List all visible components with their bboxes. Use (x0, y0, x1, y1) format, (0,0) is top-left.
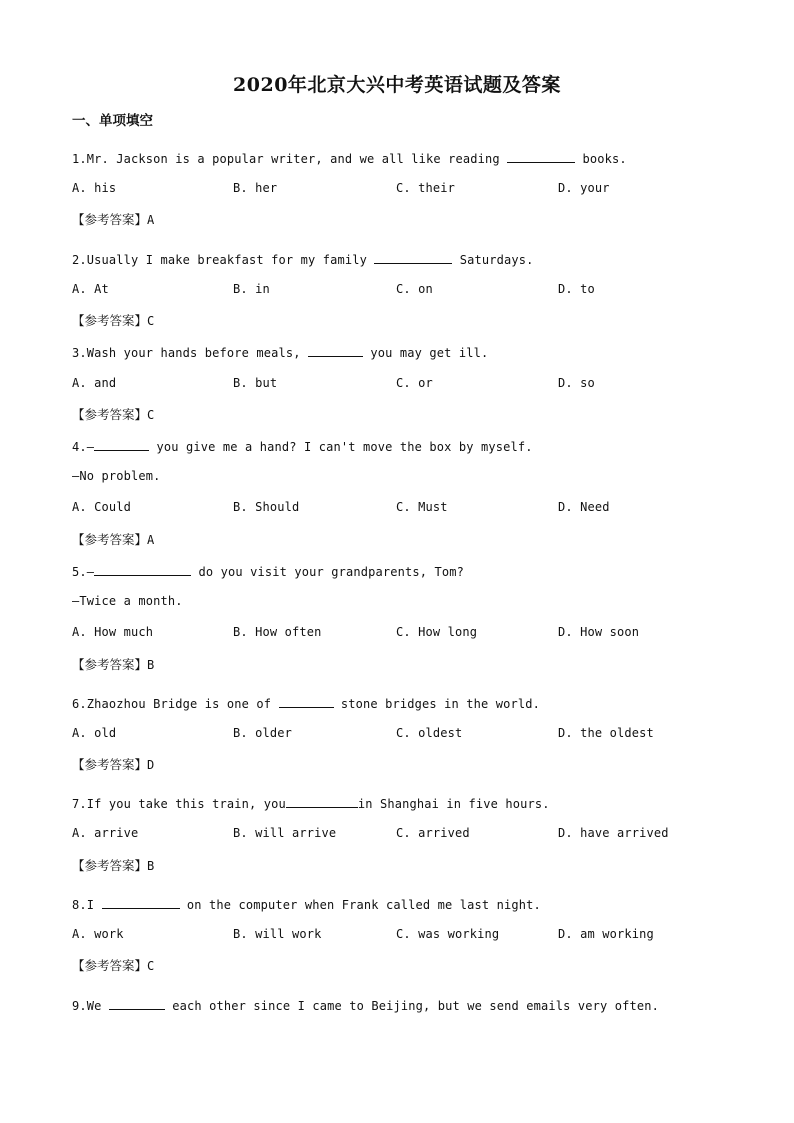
question-text-part: Saturdays. (452, 253, 534, 267)
answer-option: A. Could (72, 500, 131, 514)
answer-value: D (147, 758, 155, 772)
question-text-part: 4.— (72, 440, 95, 454)
question-text (72, 594, 183, 608)
answer-blank (109, 997, 165, 1010)
answer-tag: 【参考答案】 (72, 532, 148, 547)
reference-answer (72, 405, 154, 423)
answer-blank (279, 695, 334, 708)
answer-value: C (147, 959, 155, 973)
answer-value: A (147, 533, 155, 547)
answer-value: C (147, 408, 155, 422)
answer-tag: 【参考答案】 (72, 757, 148, 772)
answer-option: C. oldest (396, 726, 463, 740)
reference-answer (72, 956, 154, 974)
answer-option: C. on (396, 282, 433, 296)
answer-option: A. work (72, 927, 124, 941)
reference-answer (72, 655, 154, 673)
answer-option: C. their (396, 181, 455, 195)
answer-option: D. the oldest (558, 726, 654, 740)
answer-blank (102, 896, 180, 909)
answer-option: D. your (558, 181, 610, 195)
reference-answer (72, 210, 154, 228)
answer-blank (94, 438, 149, 451)
question-text-part: 6.Zhaozhou Bridge is one of (72, 697, 279, 711)
answer-option: B. older (233, 726, 292, 740)
question-text (72, 438, 533, 454)
reference-answer (72, 856, 154, 874)
answer-option: C. How long (396, 625, 478, 639)
question-text-part: stone bridges in the world. (333, 697, 540, 711)
answer-tag: 【参考答案】 (72, 313, 148, 328)
answer-option: B. her (233, 181, 278, 195)
answer-option: D. to (558, 282, 595, 296)
answer-option: A. old (72, 726, 117, 740)
page-title: 2020年北京大兴中考英语试题及答案 (233, 74, 561, 96)
answer-option: A. his (72, 181, 117, 195)
question-text-part: 3.Wash your hands before meals, (72, 346, 308, 360)
answer-blank (374, 251, 452, 264)
question-text-part: each other since I came to Beijing, but we send emails very often. (164, 999, 659, 1013)
answer-option: B. How often (233, 625, 322, 639)
question-text-part: books. (575, 152, 627, 166)
question-text-part: 9.We (72, 999, 109, 1013)
reference-answer (72, 311, 154, 329)
question-text-part: 5.— (72, 565, 95, 579)
question-text-part: you give me a hand? I can't move the box by myself. (149, 440, 533, 454)
question-text (72, 896, 541, 912)
section-heading: 一、单项填空 (72, 113, 153, 129)
answer-option: C. was working (396, 927, 500, 941)
question-text-part: on the computer when Frank called me last night. (179, 898, 541, 912)
answer-tag: 【参考答案】 (72, 958, 148, 973)
question-text-part: 8.I (72, 898, 102, 912)
question-text-part: you may get ill. (363, 346, 489, 360)
answer-option: A. and (72, 376, 117, 390)
question-text-part: —No problem. (72, 469, 161, 483)
answer-option: C. Must (396, 500, 448, 514)
answer-value: A (147, 213, 155, 227)
question-text-part: 7.If you take this train, you (72, 797, 286, 811)
answer-blank (286, 795, 358, 808)
answer-tag: 【参考答案】 (72, 657, 148, 672)
answer-option: A. How much (72, 625, 154, 639)
answer-option: C. or (396, 376, 433, 390)
answer-tag: 【参考答案】 (72, 858, 148, 873)
answer-option: B. Should (233, 500, 300, 514)
answer-option: D. so (558, 376, 595, 390)
question-text (72, 344, 488, 360)
answer-blank (94, 563, 191, 576)
question-text-part: 1.Mr. Jackson is a popular writer, and we all like reading (72, 152, 508, 166)
answer-option: C. arrived (396, 826, 470, 840)
answer-tag: 【参考答案】 (72, 407, 148, 422)
question-text (72, 695, 540, 711)
answer-blank (308, 344, 363, 357)
answer-option: B. in (233, 282, 270, 296)
question-text (72, 795, 550, 811)
answer-option: B. will work (233, 927, 322, 941)
answer-value: B (147, 658, 155, 672)
answer-value: B (147, 859, 155, 873)
question-text (72, 251, 533, 267)
answer-blank (507, 150, 575, 163)
answer-tag: 【参考答案】 (72, 212, 148, 227)
question-text-part: —Twice a month. (72, 594, 183, 608)
answer-option: D. have arrived (558, 826, 669, 840)
answer-option: A. At (72, 282, 109, 296)
answer-option: B. but (233, 376, 278, 390)
reference-answer (72, 755, 154, 773)
question-text-part: 2.Usually I make breakfast for my family (72, 253, 375, 267)
answer-option: D. Need (558, 500, 610, 514)
question-text (72, 469, 161, 483)
answer-option: D. am working (558, 927, 654, 941)
reference-answer (72, 530, 154, 548)
answer-option: B. will arrive (233, 826, 337, 840)
answer-option: A. arrive (72, 826, 139, 840)
question-text (72, 150, 627, 166)
question-text (72, 563, 464, 579)
answer-option: D. How soon (558, 625, 640, 639)
answer-value: C (147, 314, 155, 328)
question-text-part: in Shanghai in five hours. (357, 797, 550, 811)
question-text (72, 997, 659, 1013)
question-text-part: do you visit your grandparents, Tom? (191, 565, 464, 579)
